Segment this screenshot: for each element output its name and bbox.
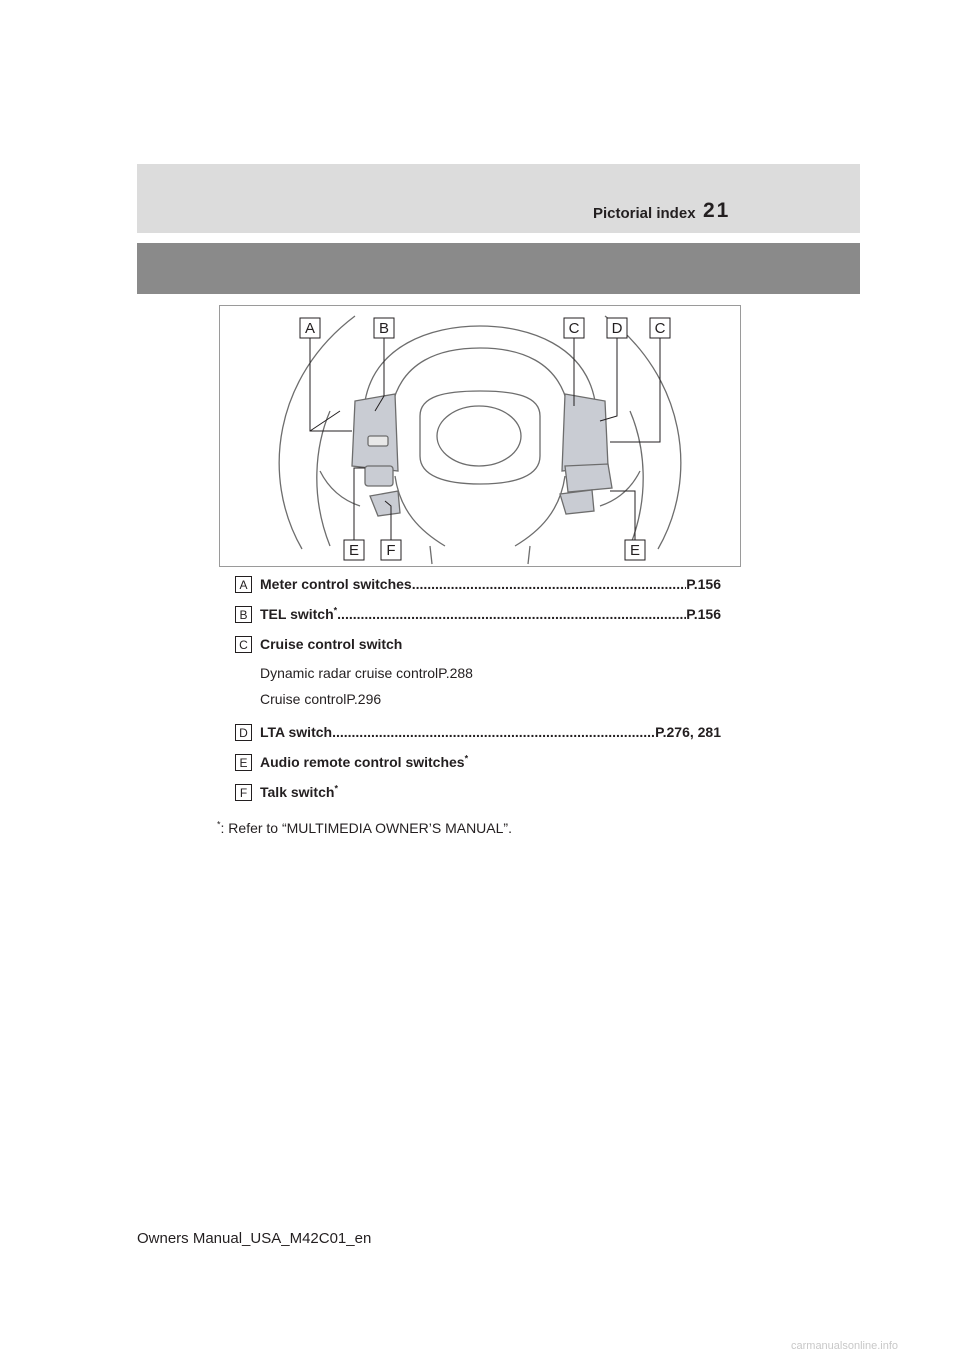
item-entry — [260, 754, 721, 770]
page-title: Pictorial index — [593, 205, 696, 222]
item-label: Cruise control switch — [260, 636, 403, 652]
item-label-wrap — [260, 754, 468, 770]
list-item-a — [231, 575, 721, 593]
callout-c-left — [564, 318, 584, 338]
item-key: F — [235, 784, 252, 801]
steering-wheel-drawing — [220, 306, 740, 566]
list-item-d — [231, 723, 721, 741]
sub-item-label: Dynamic radar cruise control — [260, 665, 439, 681]
steering-wheel-illustration — [219, 305, 741, 567]
sub-item-dynamic-radar[interactable] — [260, 665, 721, 681]
list-item-f — [231, 783, 721, 801]
callout-a — [300, 318, 320, 338]
callout-f — [381, 540, 401, 560]
item-key: C — [235, 636, 252, 653]
sub-item-page-ref[interactable]: P.288 — [438, 665, 473, 681]
callout-e-left — [344, 540, 364, 560]
item-entry[interactable] — [260, 724, 721, 740]
switch-index-list — [231, 575, 721, 813]
callout-d — [607, 318, 627, 338]
list-item-c — [231, 635, 721, 711]
header-bar — [137, 164, 860, 233]
asterisk-mark: * — [464, 754, 469, 764]
callout-d-label: D — [611, 320, 623, 337]
sub-item-cruise-control[interactable] — [260, 691, 721, 707]
item-entry — [260, 636, 721, 652]
callout-e-left-label: E — [348, 542, 360, 559]
callout-b — [374, 318, 394, 338]
item-page-ref[interactable]: P.276, 281 — [655, 724, 721, 740]
section-bar — [137, 243, 860, 294]
watermark[interactable]: carmanualsonline.info — [791, 1340, 899, 1352]
dot-leader — [337, 606, 686, 622]
item-key: B — [235, 606, 252, 623]
item-label-wrap — [260, 606, 337, 622]
item-label: TEL switch — [260, 606, 334, 622]
item-entry — [260, 784, 721, 800]
page-number: 21 — [703, 199, 731, 222]
item-page-ref[interactable]: P.156 — [686, 606, 721, 622]
item-key: D — [235, 724, 252, 741]
list-item-b — [231, 605, 721, 623]
list-item-e — [231, 753, 721, 771]
asterisk-mark: * — [334, 784, 338, 794]
footnote — [217, 820, 512, 836]
callout-e-right — [625, 540, 645, 560]
manual-footer: Owners Manual_USA_M42C01_en — [137, 1230, 372, 1247]
callout-c-right-label: C — [654, 320, 666, 337]
item-label: Talk switch — [260, 784, 335, 800]
item-key: E — [235, 754, 252, 771]
callout-e-right-label: E — [629, 542, 641, 559]
dot-leader — [412, 576, 687, 592]
callout-c-right — [650, 318, 670, 338]
item-entry[interactable] — [260, 576, 721, 592]
item-key: A — [235, 576, 252, 593]
callout-b-label: B — [378, 320, 390, 337]
item-label: Audio remote control switches — [260, 754, 465, 770]
callout-a-label: A — [304, 320, 316, 337]
sub-item-page-ref[interactable]: P.296 — [346, 691, 382, 707]
dot-leader — [332, 724, 655, 740]
footnote-mark: * — [217, 819, 221, 830]
callout-f-label: F — [386, 542, 396, 559]
asterisk-mark: * — [333, 606, 338, 616]
item-label: Meter control switches — [260, 576, 412, 592]
sub-item-label: Cruise control — [260, 691, 347, 707]
item-entry[interactable] — [260, 606, 721, 622]
item-page-ref[interactable]: P.156 — [686, 576, 721, 592]
item-label-wrap — [260, 784, 338, 800]
callout-c-left-label: C — [568, 320, 580, 337]
footnote-text: : Refer to “MULTIMEDIA OWNER’S MANUAL”. — [220, 820, 512, 836]
item-label: LTA switch — [260, 724, 333, 740]
